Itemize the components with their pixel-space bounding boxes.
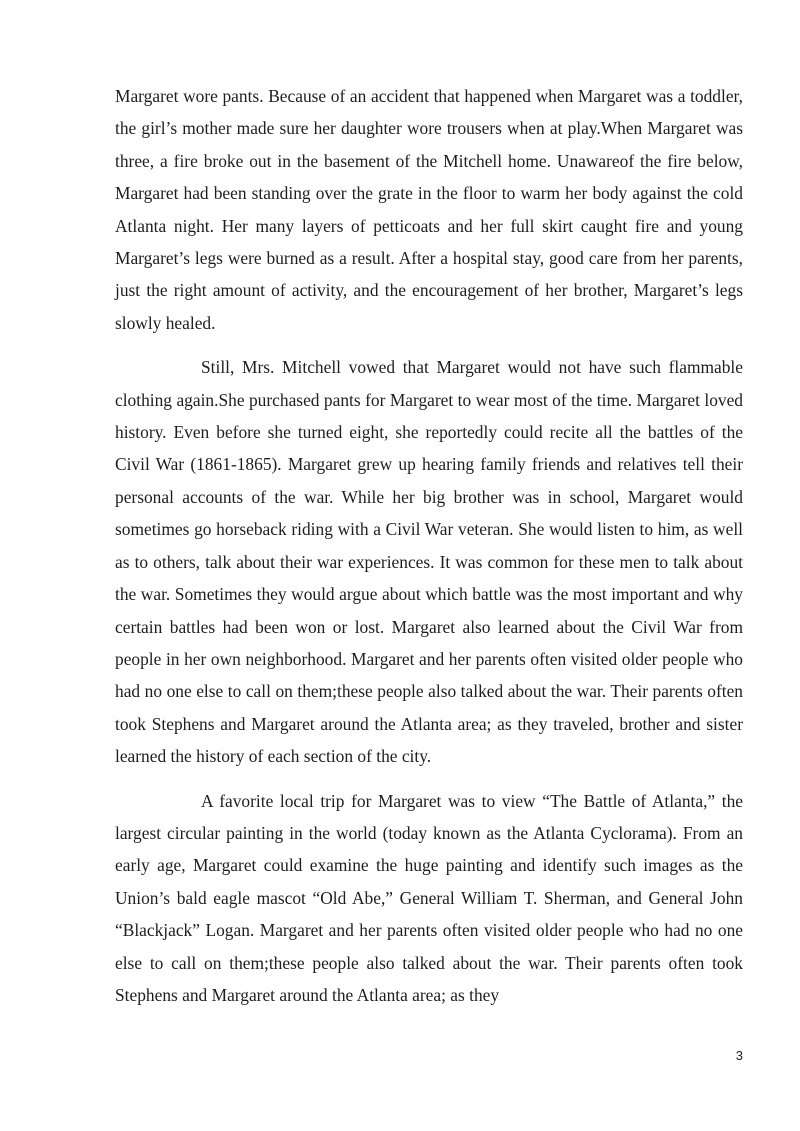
body-text — [115, 80, 743, 1011]
paragraph-1: Margaret wore pants. Because of an accident that happened when Margaret was a toddler, the girl’s mother made sure her daughter wore trousers when at play.When Margaret was three, a fire broke out in the basement of the Mitchell home. Unawareof the fire below, Margaret had been standing over the grate in the floor to warm her body against the cold Atlanta night. Her many layers of petticoats and her full skirt caught fire and young Margaret’s legs were burned as a result. After a hospital stay, good care from her parents, just the right amount of activity, and the encouragement of her brother, Margaret’s legs slowly healed. — [115, 86, 743, 333]
paragraph-3: A favorite local trip for Margaret was to view “The Battle of Atlanta,” the largest circular painting in the world (today known as the Atlanta Cyclorama). From an early age, Margaret could examine the huge painting and identify such images as the Union’s bald eagle mascot “Old Abe,” General William T. Sherman, and General John “Blackjack” Logan. Margaret and her parents often visited older people who had no one else to call on them;these people also talked about the war. Their parents often took Stephens and Margaret around the Atlanta area; as they — [115, 790, 743, 1005]
paragraph-2: Still, Mrs. Mitchell vowed that Margaret would not have such flammable clothing again.She purchased pants for Margaret to wear most of the time. Margaret loved history. Even before she turned eight, she reportedly could recite all the battles of the Civil War (1861-1865). Margaret grew up hearing family friends and relatives tell their personal accounts of the war. While her big brother was in school, Margaret would sometimes go horseback riding with a Civil War veteran. She would listen to him, as well as to others, talk about their war experiences. It was common for these men to talk about the war. Sometimes they would argue about which battle was the most important and why certain battles had been won or lost. Margaret also learned about the Civil War from people in her own neighborhood. Margaret and her parents often visited older people who had no one else to call on them;these people also talked about the war. Their parents often took Stephens and Margaret around the Atlanta area; as they traveled, brother and sister learned the history of each section of the city. — [115, 357, 743, 767]
page-number: 3 — [735, 1048, 743, 1063]
